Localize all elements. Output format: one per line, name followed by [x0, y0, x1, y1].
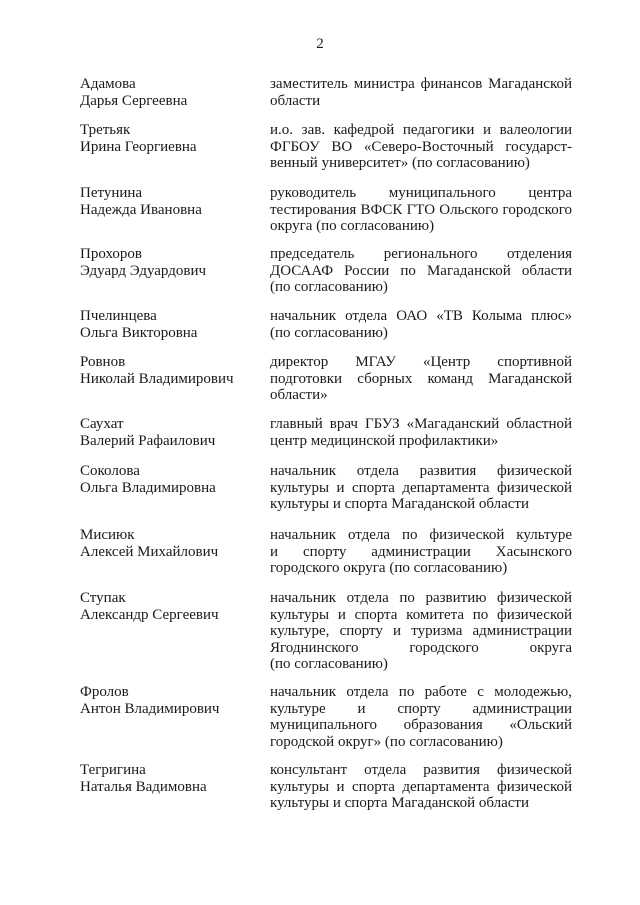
given-names: Ольга Викторовна [80, 324, 198, 341]
surname: Адамова [80, 76, 136, 92]
given-names: Эдуард Эдуардович [80, 262, 207, 279]
position-line: подготовки сборных команд Магаданской [270, 370, 572, 387]
position-line: (по согласованию) [270, 324, 388, 341]
given-names: Наталья Вадимовна [80, 778, 207, 795]
position-line: и.о. зав. кафедрой педагогики и валеологии [270, 122, 572, 138]
position-line: культуры и спорта департамента физической [270, 479, 572, 496]
position-line: начальник отдела по работе с молодежью, [270, 684, 572, 700]
member-name [80, 762, 260, 795]
surname: Мисиюк [80, 527, 135, 543]
member-position [270, 762, 572, 812]
position-line: (по согласованию) [270, 279, 388, 295]
given-names: Александр Сергеевич [80, 606, 219, 623]
given-names: Антон Владимирович [80, 700, 220, 717]
member-name [80, 76, 260, 109]
surname: Тегригина [80, 762, 146, 778]
position-line: области» [270, 387, 328, 403]
given-names: Алексей Михайлович [80, 543, 219, 560]
member-name [80, 246, 260, 279]
position-line: культуре, спорту и туризма администрации [270, 623, 572, 639]
member-name [80, 463, 260, 496]
member-position [270, 308, 572, 341]
given-names: Николай Владимирович [80, 370, 234, 387]
position-line: руководитель муниципального центра [270, 185, 572, 201]
surname: Пчелинцева [80, 308, 157, 324]
surname: Третьяк [80, 122, 131, 138]
member-name [80, 416, 260, 449]
position-line: ДОСААФ России по Магаданской области [270, 262, 572, 279]
position-line: центр медицинской профилактики» [270, 432, 499, 449]
position-line: муниципального образования «Ольский [270, 717, 572, 733]
position-line: главный врач ГБУЗ «Магаданский областной [270, 416, 572, 432]
member-position [270, 527, 572, 577]
member-position [270, 185, 572, 235]
surname: Прохоров [80, 246, 142, 262]
position-line: начальник отдела ОАО «ТВ Колыма плюс» [270, 308, 572, 324]
member-name [80, 308, 260, 341]
surname: Саухат [80, 416, 124, 432]
position-line: начальник отдела по развитию физической [270, 590, 572, 606]
member-name [80, 185, 260, 218]
surname: Ровнов [80, 354, 126, 370]
member-position [270, 463, 572, 513]
given-names: Валерий Рафаилович [80, 432, 216, 449]
position-line: культуры и спорта департамента физической [270, 778, 572, 795]
position-line: директор МГАУ «Центр спортивной [270, 354, 572, 370]
member-name [80, 122, 260, 155]
member-position [270, 684, 572, 750]
given-names: Ольга Владимировна [80, 479, 216, 496]
position-line: начальник отдела по физической культуре [270, 527, 572, 543]
member-position [270, 354, 572, 404]
position-line: городского округа (по согласованию) [270, 560, 508, 576]
member-position [270, 590, 572, 673]
surname: Петунина [80, 185, 143, 201]
position-line: культуры и спорта комитета по физической [270, 606, 572, 623]
given-names: Надежда Ивановна [80, 201, 202, 218]
member-name [80, 527, 260, 560]
position-line: консультант отдела развития физической [270, 762, 572, 778]
position-line: культуры и спорта Магаданской области [270, 795, 529, 811]
member-position [270, 122, 572, 172]
given-names: Ирина Георгиевна [80, 138, 197, 155]
surname: Фролов [80, 684, 129, 700]
position-line: (по согласованию) [270, 656, 388, 672]
position-line: начальник отдела развития физической [270, 463, 572, 479]
position-line: ФГБОУ ВО «Северо-Восточный государст- [270, 138, 572, 155]
position-line: Ягоднинского городского округа [270, 639, 572, 656]
position-line: венный университет» (по согласованию) [270, 155, 530, 171]
position-line: культуры и спорта Магаданской области [270, 496, 529, 512]
position-line: председатель регионального отделения [270, 246, 572, 262]
member-position [270, 416, 572, 449]
member-position [270, 246, 572, 296]
member-name [80, 590, 260, 623]
position-line: и спорту администрации Хасынского [270, 543, 572, 560]
given-names: Дарья Сергеевна [80, 92, 188, 109]
member-name [80, 354, 260, 387]
position-line: тестирования ВФСК ГТО Ольского городского [270, 201, 572, 218]
page-number: 2 [316, 36, 324, 52]
position-line: округа (по согласованию) [270, 218, 435, 234]
member-name [80, 684, 260, 717]
position-line: городской округ» (по согласованию) [270, 733, 503, 750]
surname: Соколова [80, 463, 140, 479]
surname: Ступак [80, 590, 126, 606]
position-line: заместитель министра финансов Магаданской [270, 76, 572, 92]
position-line: культуре и спорту администрации [270, 700, 572, 717]
position-line: области [270, 92, 321, 109]
member-position [270, 76, 572, 109]
